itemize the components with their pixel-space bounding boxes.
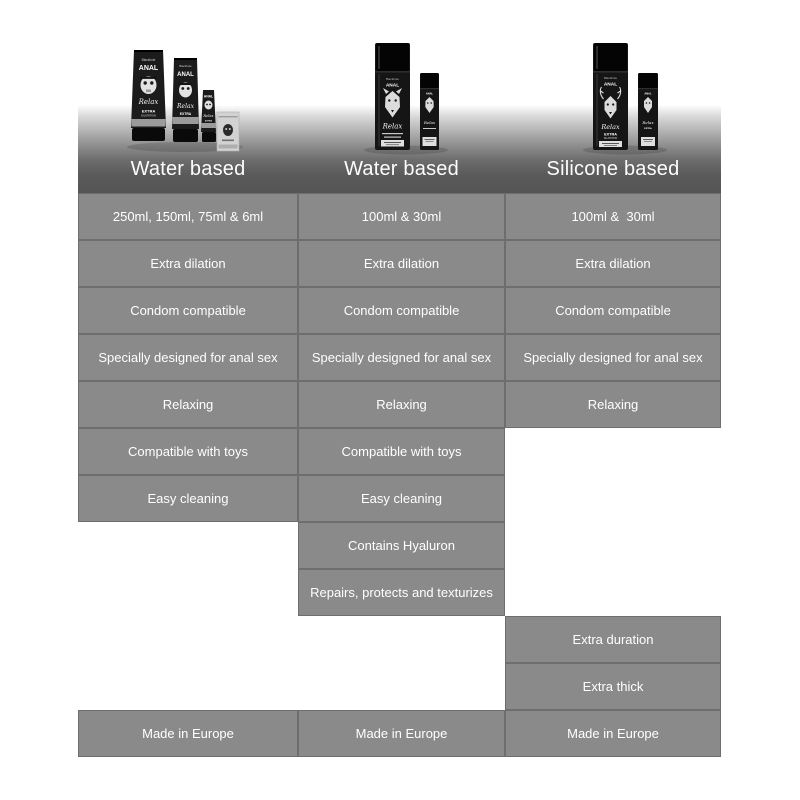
cell-extra-dilation-col1: Extra dilation — [78, 240, 298, 287]
brand-logo: Blackhole — [603, 76, 618, 80]
product-line-label: ANAL — [425, 92, 434, 96]
product-photo-water-tubes — [127, 50, 243, 152]
cell-blank — [78, 569, 298, 616]
cell-extra-duration-col3: Extra duration — [505, 616, 721, 663]
cell-condom-compatible-col1: Condom compatible — [78, 287, 298, 334]
cell-sizes-col3: 100ml & 30ml — [505, 193, 721, 240]
bottle-30ml-silicone — [638, 73, 658, 150]
cell-toys-col2: Compatible with toys — [298, 428, 505, 475]
column-headers — [78, 152, 721, 186]
product-line-label: ANAL — [138, 65, 159, 72]
script-label: Relax — [423, 120, 436, 125]
cell-made-in-europe-col2: Made in Europe — [298, 710, 505, 757]
column-header-silicone-based: Silicone based — [546, 157, 680, 180]
feature-table — [78, 193, 721, 757]
cell-extra-thick-col3: Extra thick — [505, 663, 721, 710]
product-line-label: ANAL — [177, 72, 194, 78]
script-label: Relax — [177, 103, 194, 110]
claim-sub-label: DILATATION — [603, 137, 618, 140]
cell-hyaluron-col2: Contains Hyaluron — [298, 522, 505, 569]
product-line-label: ANAL — [644, 92, 652, 96]
cell-easy-cleaning-col2: Easy cleaning — [298, 475, 505, 522]
cell-blank — [505, 428, 721, 475]
tube-75ml — [201, 90, 216, 142]
script-label: Relax — [642, 120, 654, 125]
tube-250ml — [131, 50, 166, 141]
product-line-label: ANAL — [603, 82, 618, 88]
cell-blank — [505, 522, 721, 569]
product-line-label: ANAL — [203, 94, 214, 99]
sachet-6ml — [217, 112, 239, 151]
cell-designed-anal-col3: Specially designed for anal sex — [505, 334, 721, 381]
cell-blank — [78, 522, 298, 569]
script-label: Relax — [382, 122, 403, 131]
cell-relaxing-col3: Relaxing — [505, 381, 721, 428]
claim-label: EXTRA — [644, 128, 652, 130]
claim-label: EXTRA — [205, 120, 212, 123]
product-photo-silicone-bottles — [583, 43, 667, 155]
cell-sizes-col2: 100ml & 30ml — [298, 193, 505, 240]
claim-label: EXTRA — [141, 108, 156, 114]
cell-blank — [298, 663, 505, 710]
product-photo-water-bottles — [364, 43, 448, 155]
cell-designed-anal-col2: Specially designed for anal sex — [298, 334, 505, 381]
tube-150ml — [172, 58, 199, 142]
skull-icon — [205, 101, 213, 110]
cell-made-in-europe-col1: Made in Europe — [78, 710, 298, 757]
column-header-water-based-1: Water based — [130, 157, 246, 180]
column-header-water-based-2: Water based — [344, 157, 459, 180]
cell-condom-compatible-col3: Condom compatible — [505, 287, 721, 334]
cell-designed-anal-col1: Specially designed for anal sex — [78, 334, 298, 381]
script-label: Relax — [203, 114, 214, 118]
brand-logo: Blackhole — [141, 58, 156, 62]
cell-blank — [298, 616, 505, 663]
cell-blank — [505, 569, 721, 616]
cell-relaxing-col2: Relaxing — [298, 381, 505, 428]
cell-easy-cleaning-col1: Easy cleaning — [78, 475, 298, 522]
brand-logo: Blackhole — [179, 64, 192, 68]
claim-sub-label: DILATATION — [141, 114, 156, 118]
cell-blank — [505, 475, 721, 522]
cell-sizes-col1: 250ml, 150ml, 75ml & 6ml — [78, 193, 298, 240]
bottle-30ml-water — [420, 73, 439, 150]
cell-extra-dilation-col3: Extra dilation — [505, 240, 721, 287]
claim-label: EXTRA — [604, 132, 617, 137]
script-label: Relax — [138, 98, 159, 106]
brand-logo: Blackhole — [385, 77, 400, 81]
product-line-label: ANAL — [385, 83, 400, 89]
cell-extra-dilation-col2: Extra dilation — [298, 240, 505, 287]
cell-repairs-col2: Repairs, protects and texturizes — [298, 569, 505, 616]
skull-icon — [223, 124, 233, 136]
product-photos — [0, 0, 800, 160]
cell-made-in-europe-col3: Made in Europe — [505, 710, 721, 757]
claim-label: EXTRA — [179, 112, 192, 116]
cell-blank — [78, 663, 298, 710]
bottle-100ml-water — [375, 43, 410, 150]
cell-condom-compatible-col2: Condom compatible — [298, 287, 505, 334]
cell-relaxing-col1: Relaxing — [78, 381, 298, 428]
cell-blank — [78, 616, 298, 663]
script-label: Relax — [601, 123, 620, 131]
bottle-100ml-silicone — [593, 43, 628, 150]
cell-toys-col1: Compatible with toys — [78, 428, 298, 475]
